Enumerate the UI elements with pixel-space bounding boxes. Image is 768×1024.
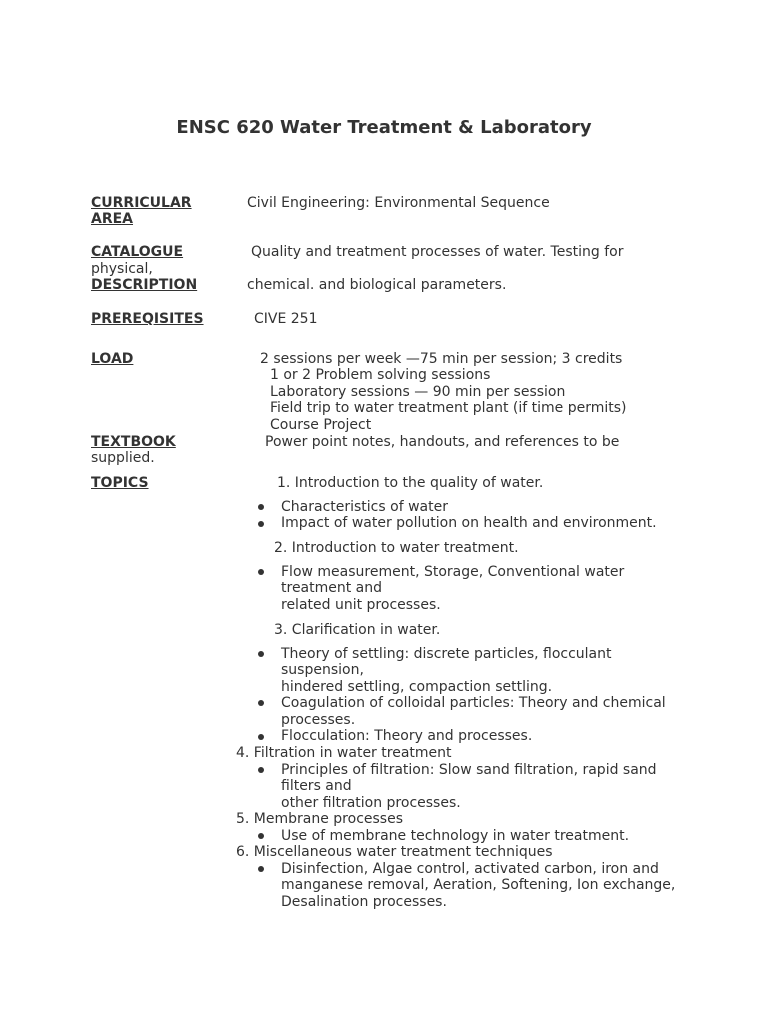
topic-bullet-cont: filters and xyxy=(281,778,352,794)
topic-bullet-cont: hindered settling, compaction settling. xyxy=(281,679,553,695)
curricular-label-2: AREA xyxy=(91,211,134,227)
page-title: ENSC 620 Water Treatment & Laboratory xyxy=(176,117,592,138)
topic-heading-5: 5. Membrane processes xyxy=(236,811,404,827)
bullet-icon xyxy=(258,734,264,740)
load-line: 2 sessions per week —75 min per session; 3 credits xyxy=(260,351,623,367)
catalogue-overflow: physical, xyxy=(91,261,153,277)
textbook-label: TEXTBOOK xyxy=(91,434,176,450)
bullet-icon xyxy=(258,651,264,657)
prerequisites-value: CIVE 251 xyxy=(254,311,318,327)
catalogue-label: CATALOGUE xyxy=(91,244,184,260)
catalogue-line-1: Quality and treatment processes of water. Testing for xyxy=(251,244,624,260)
topic-bullet-cont: manganese removal, Aeration, Softening, Ion exchange, xyxy=(281,877,676,893)
topic-bullet: Coagulation of colloidal particles: Theory and chemical xyxy=(281,695,666,711)
topic-bullet: Flocculation: Theory and processes. xyxy=(281,728,533,744)
curricular-label: CURRICULAR xyxy=(91,195,192,211)
prerequisites-label: PREREQISITES xyxy=(91,311,204,327)
topic-heading-2: 2. Introduction to water treatment. xyxy=(274,540,519,556)
topic-heading-4: 4. Filtration in water treatment xyxy=(236,745,452,761)
topic-bullet-cont: processes. xyxy=(281,712,356,728)
topic-bullet: Impact of water pollution on health and environment. xyxy=(281,515,657,531)
bullet-icon xyxy=(258,767,264,773)
load-line: Course Project xyxy=(270,417,372,433)
topic-bullet: Characteristics of water xyxy=(281,499,448,515)
load-line: 1 or 2 Problem solving sessions xyxy=(270,367,491,383)
topic-bullet-cont: related unit processes. xyxy=(281,597,441,613)
textbook-line-2: supplied. xyxy=(91,450,155,466)
load-label: LOAD xyxy=(91,351,134,367)
topic-heading-3: 3. Clarification in water. xyxy=(274,622,441,638)
bullet-icon xyxy=(258,569,264,575)
topic-bullet-cont: suspension, xyxy=(281,662,364,678)
load-line: Field trip to water treatment plant (if time permits) xyxy=(270,400,627,416)
catalogue-label-2: DESCRIPTION xyxy=(91,277,198,293)
topic-bullet: Principles of filtration: Slow sand filtration, rapid sand xyxy=(281,762,657,778)
load-line: Laboratory sessions — 90 min per session xyxy=(270,384,566,400)
topic-bullet: Theory of settling: discrete particles, flocculant xyxy=(281,646,612,662)
bullet-icon xyxy=(258,833,264,839)
topic-heading-1: 1. Introduction to the quality of water. xyxy=(277,475,544,491)
textbook-line-1: Power point notes, handouts, and references to be xyxy=(265,434,620,450)
topic-bullet-cont: Desalination processes. xyxy=(281,894,447,910)
bullet-icon xyxy=(258,504,264,510)
topic-bullet-cont: other filtration processes. xyxy=(281,795,461,811)
topic-bullet: Flow measurement, Storage, Conventional water xyxy=(281,564,625,580)
topic-bullet: Disinfection, Algae control, activated carbon, iron and xyxy=(281,861,659,877)
curricular-value: Civil Engineering: Environmental Sequence xyxy=(247,195,550,211)
bullet-icon xyxy=(258,866,264,872)
topics-label: TOPICS xyxy=(91,475,149,491)
topic-heading-6: 6. Miscellaneous water treatment techniques xyxy=(236,844,553,860)
catalogue-line-2: chemical. and biological parameters. xyxy=(247,277,507,293)
bullet-icon xyxy=(258,521,264,527)
bullet-icon xyxy=(258,700,264,706)
topic-bullet-cont: treatment and xyxy=(281,580,383,596)
topic-bullet: Use of membrane technology in water treatment. xyxy=(281,828,630,844)
